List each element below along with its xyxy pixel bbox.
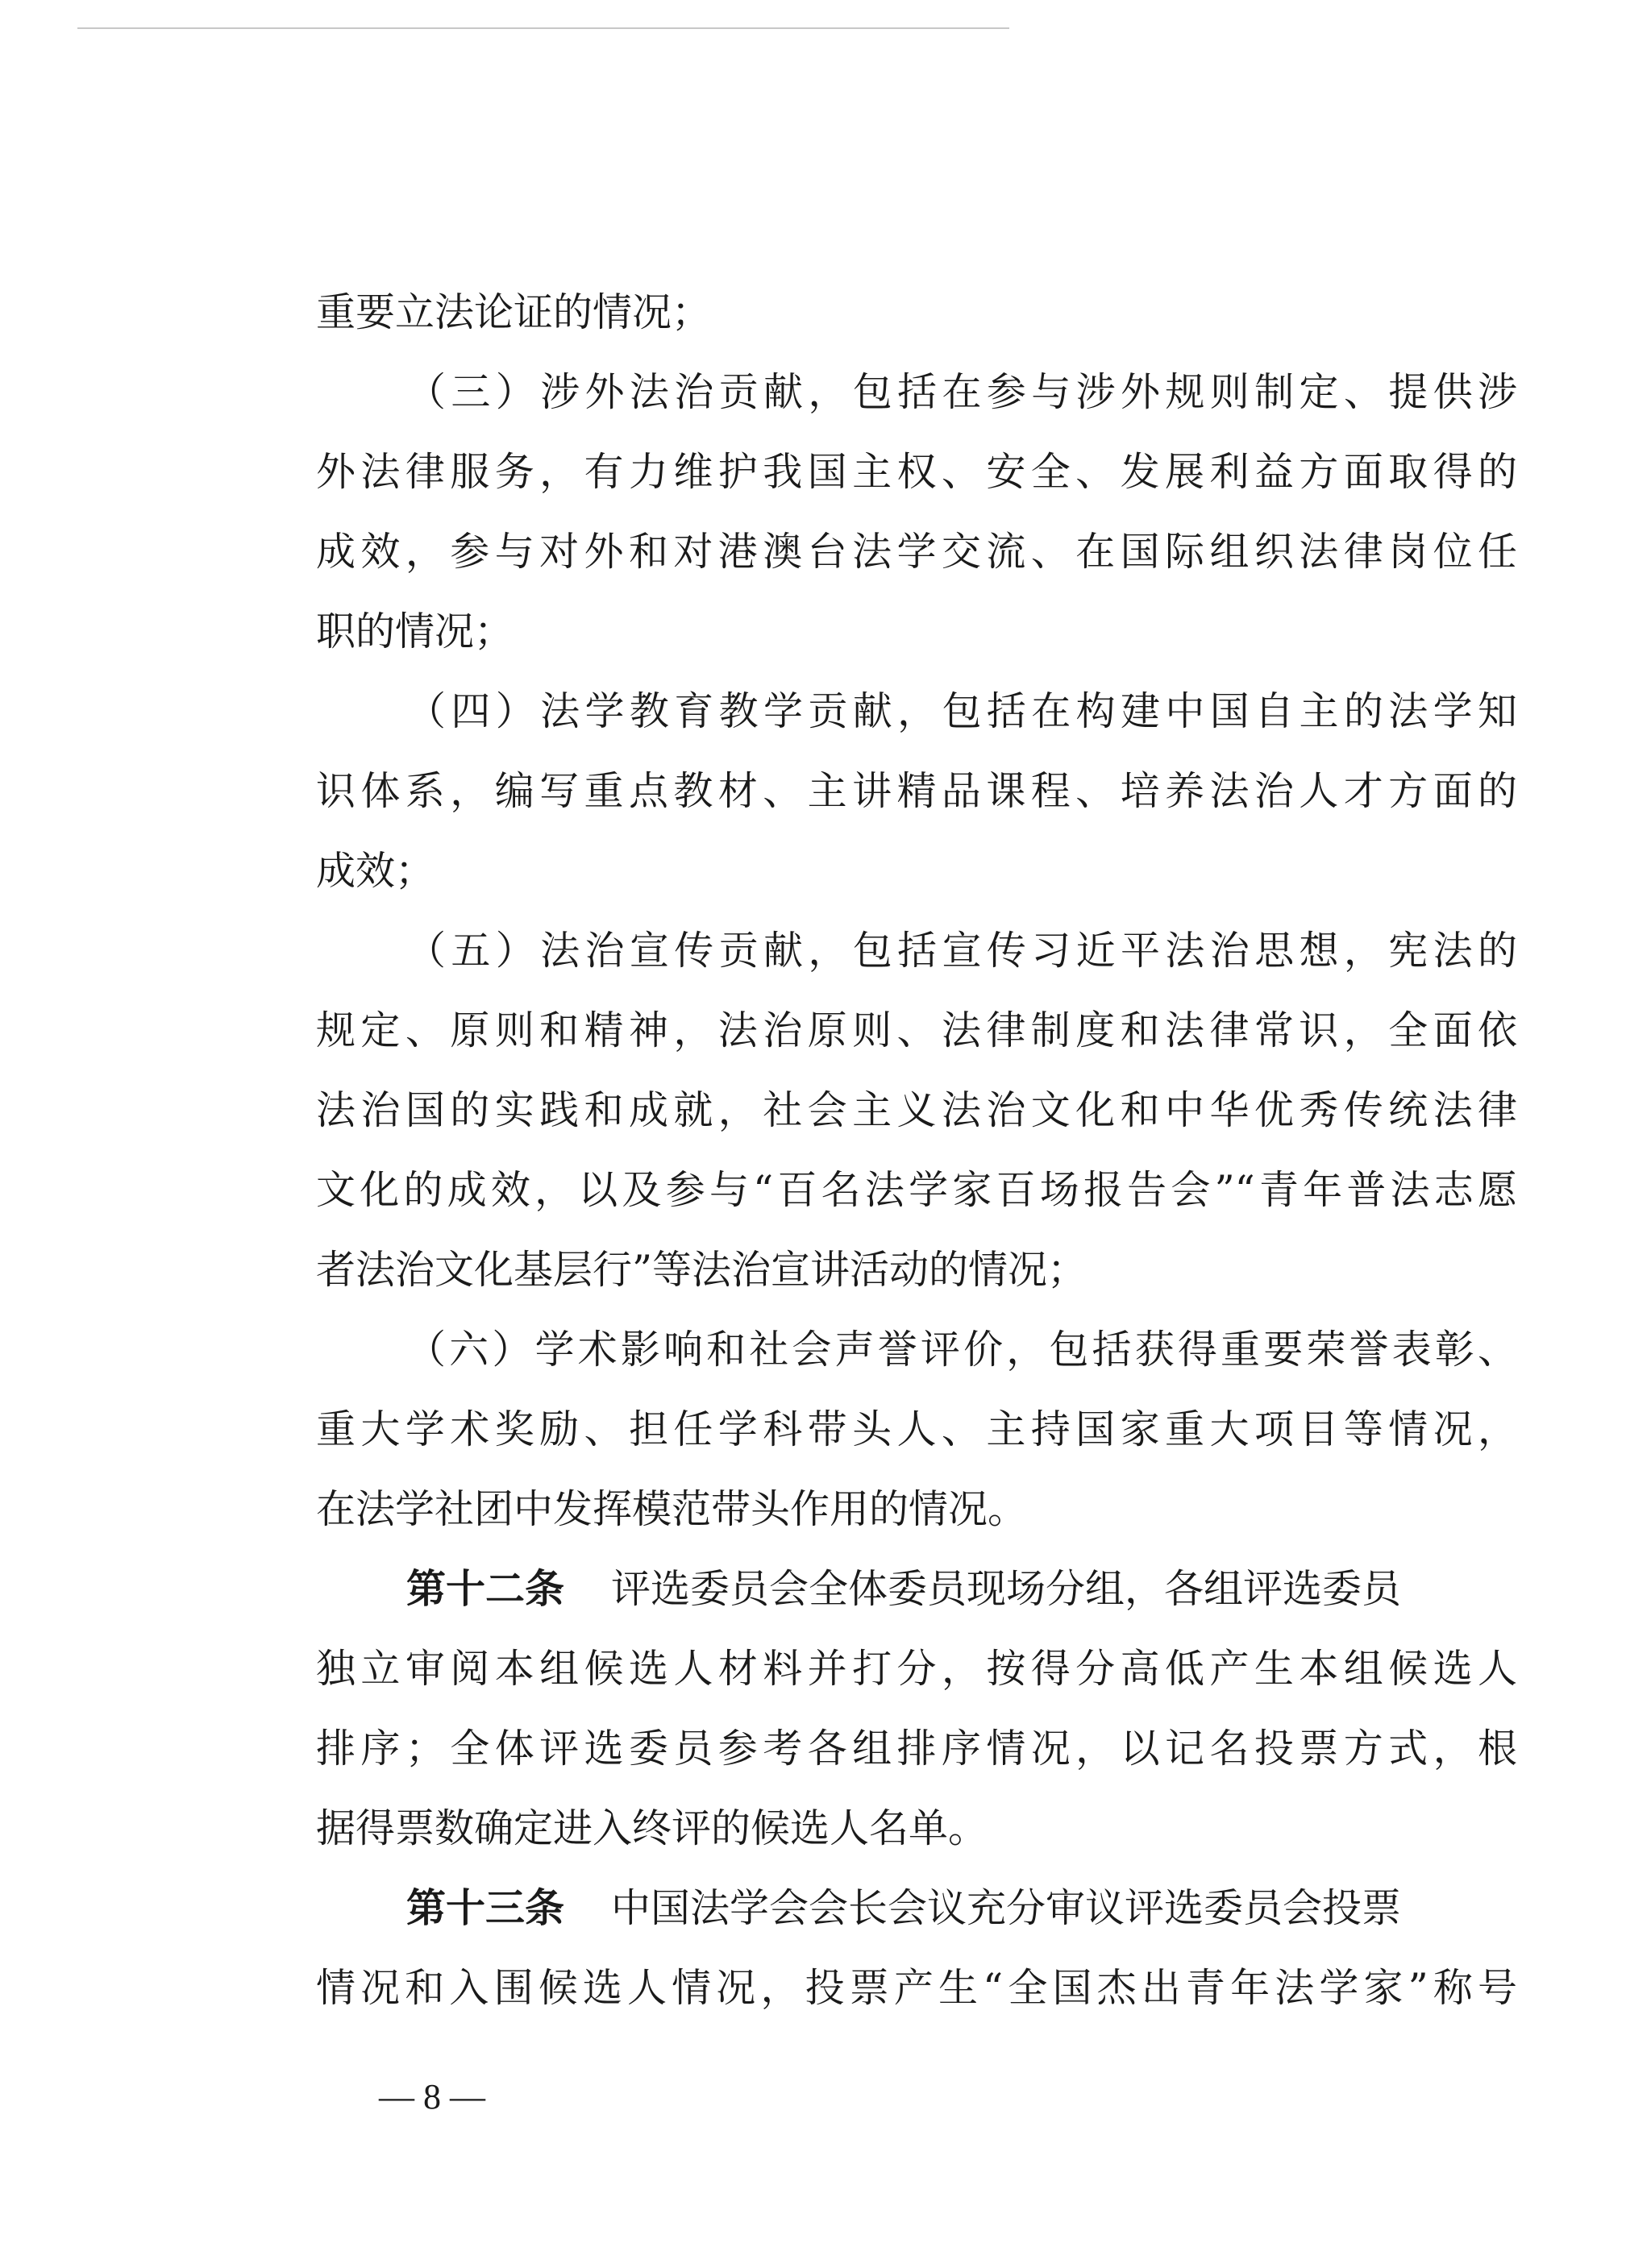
text-line: 重大学术奖励、担任学科带头人、主持国家重大项目等情况，: [316, 1406, 1517, 1452]
article-number: 第十二条: [406, 1566, 565, 1612]
text-line: 法治国的实践和成就，社会主义法治文化和中华优秀传统法律: [316, 1087, 1517, 1133]
text-line: （六）学术影响和社会声誉评价，包括获得重要荣誉表彰、: [406, 1327, 1517, 1373]
article-number: 第十三条: [406, 1885, 565, 1931]
text-line: 在法学社团中发挥模范带头作用的情况。: [316, 1486, 1028, 1532]
text-line: 中国法学会会长会议充分审议评选委员会投票: [611, 1885, 1402, 1931]
text-line: 外法律服务，有力维护我国主权、安全、发展利益方面取得的: [316, 449, 1517, 495]
text-line: 评选委员会全体委员现场分组，各组评选委员: [611, 1566, 1402, 1612]
text-line: 据得票数确定进入终评的候选人名单。: [316, 1805, 988, 1851]
text-line: 者法治文化基层行”等法治宣讲活动的情况；: [316, 1247, 1087, 1293]
text-line: 文化的成效，以及参与“百名法学家百场报告会”“青年普法志愿: [316, 1167, 1517, 1213]
text-line: 独立审阅本组候选人材料并打分，按得分高低产生本组候选人: [316, 1646, 1517, 1692]
text-line: 情况和入围候选人情况，投票产生“全国杰出青年法学家”称号: [316, 1965, 1517, 2011]
text-line: 重要立法论证的情况；: [316, 289, 712, 335]
page-number: — 8 —: [379, 2077, 485, 2116]
text-line: （四）法学教育教学贡献，包括在构建中国自主的法学知: [406, 688, 1517, 734]
article-paragraph: [316, 1868, 1517, 1949]
text-line: 成效，参与对外和对港澳台法学交流、在国际组织法律岗位任: [316, 529, 1517, 575]
text-line: 规定、原则和精神，法治原则、法律制度和法律常识，全面依: [316, 1007, 1517, 1053]
text-line: 识体系，编写重点教材、主讲精品课程、培养法治人才方面的: [316, 768, 1517, 814]
header-rule: [77, 27, 1009, 29]
text-line: 排序；全体评选委员参考各组排序情况，以记名投票方式，根: [316, 1726, 1517, 1772]
text-line: （五）法治宣传贡献，包括宣传习近平法治思想，宪法的: [406, 928, 1517, 974]
text-line: 职的情况；: [316, 609, 514, 654]
article-paragraph: [316, 1549, 1517, 1630]
text-line: 成效；: [316, 848, 435, 894]
text-line: （三）涉外法治贡献，包括在参与涉外规则制定、提供涉: [406, 369, 1517, 415]
